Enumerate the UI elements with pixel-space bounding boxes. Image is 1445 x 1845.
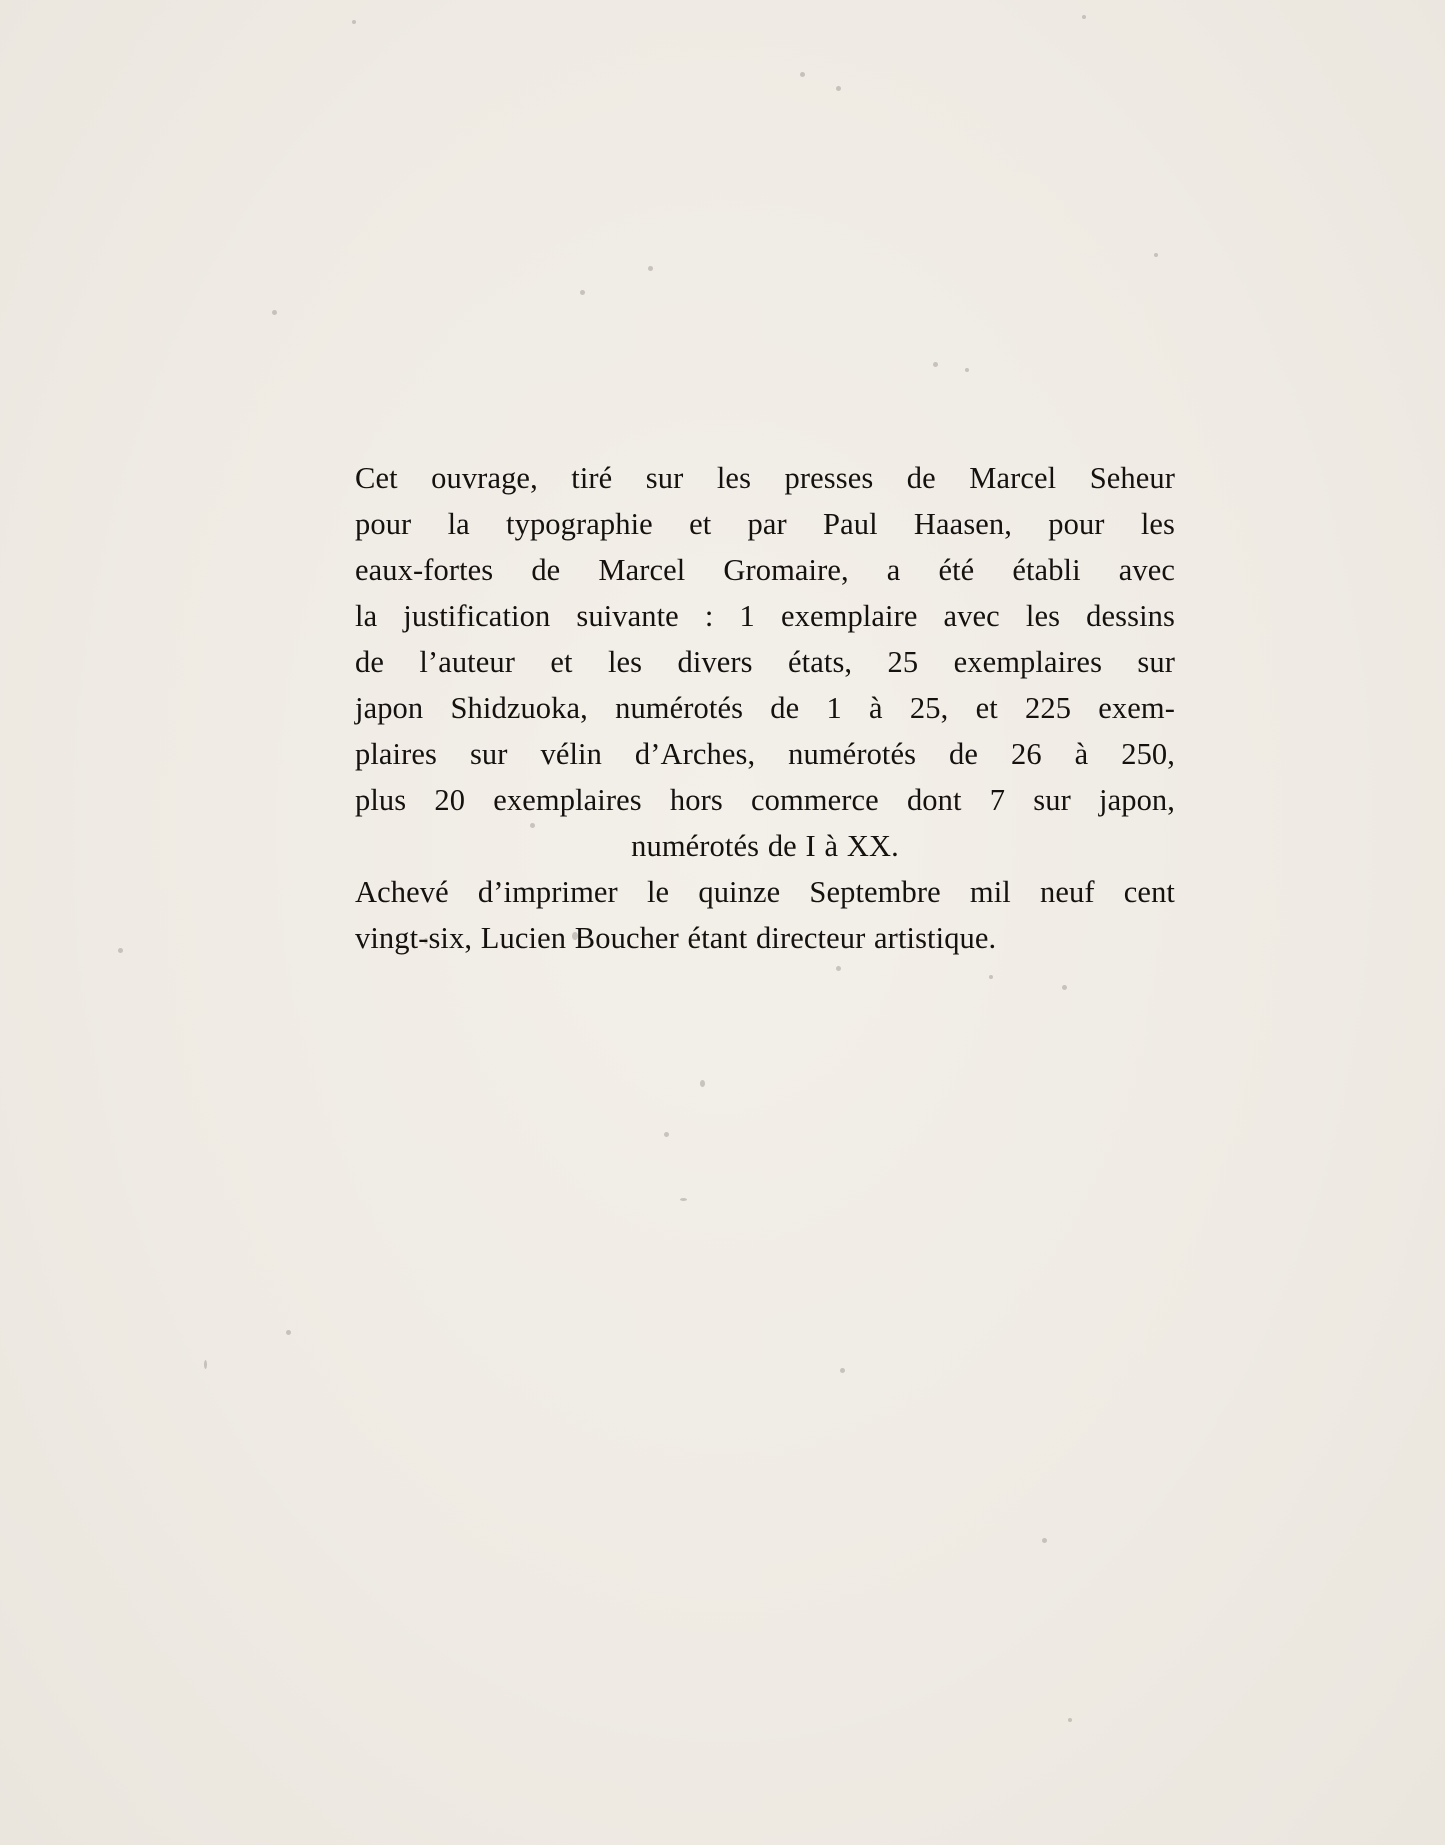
paper-speck <box>800 72 805 77</box>
paper-speck <box>1082 15 1086 19</box>
paper-speck <box>965 368 969 372</box>
paper-speck <box>580 290 585 295</box>
colophon-line: eaux-fortes de Marcel Gromaire, a été établi avec <box>355 553 1175 587</box>
colophon-paragraph <box>355 455 1175 961</box>
paper-speck <box>352 20 356 24</box>
paper-speck <box>204 1360 207 1369</box>
colophon-line: vingt-six, Lucien Boucher étant directeur artistique. <box>355 921 997 955</box>
paper-speck <box>680 1198 687 1201</box>
paper-speck <box>286 1330 291 1335</box>
paper-speck <box>118 948 123 953</box>
paper-speck <box>648 266 653 271</box>
colophon-line: de l’auteur et les divers états, 25 exemplaires sur <box>355 645 1175 679</box>
paper-speck <box>933 362 938 367</box>
paper-speck <box>836 86 841 91</box>
paper-speck <box>1042 1538 1047 1543</box>
paper-speck <box>1154 253 1158 257</box>
colophon-text-block <box>355 455 1175 961</box>
paper-speck <box>840 1368 845 1373</box>
colophon-line: japon Shidzuoka, numérotés de 1 à 25, et 225 exem- <box>355 691 1175 725</box>
paper-speck <box>272 310 277 315</box>
colophon-line: Cet ouvrage, tiré sur les presses de Marcel Seheur <box>355 461 1175 495</box>
paper-speck <box>700 1080 705 1087</box>
paper-speck <box>989 975 993 979</box>
colophon-line: plaires sur vélin d’Arches, numérotés de 26 à 250, <box>355 737 1175 771</box>
paper-speck <box>664 1132 669 1137</box>
colophon-line: Achevé d’imprimer le quinze Septembre mil neuf cent <box>355 875 1175 909</box>
paper-speck <box>1068 1718 1072 1722</box>
colophon-line: pour la typographie et par Paul Haasen, pour les <box>355 507 1175 541</box>
paper-speck <box>836 966 841 971</box>
colophon-line: la justification suivante : 1 exemplaire avec les dessins <box>355 599 1175 633</box>
paper-speck <box>1062 985 1067 990</box>
colophon-line: plus 20 exemplaires hors commerce dont 7 sur japon, <box>355 783 1175 817</box>
colophon-line-centered: numérotés de I à XX. <box>631 829 899 863</box>
